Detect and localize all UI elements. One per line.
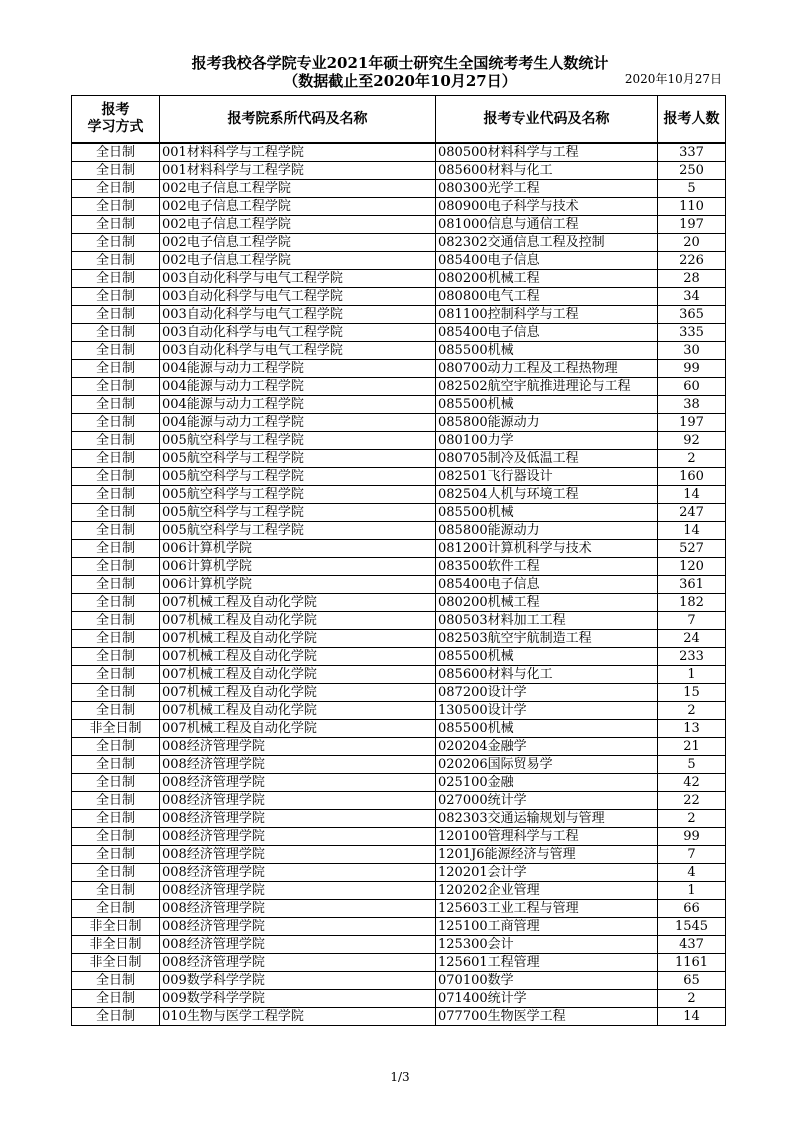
table-row bbox=[72, 306, 726, 324]
cell-department: 004能源与动力工程学院 bbox=[160, 396, 436, 414]
cell-study-mode: 全日制 bbox=[72, 684, 160, 702]
cell-applicant-count: 14 bbox=[658, 1008, 726, 1026]
cell-study-mode: 全日制 bbox=[72, 864, 160, 882]
cell-applicant-count: 1 bbox=[658, 882, 726, 900]
cell-study-mode: 全日制 bbox=[72, 288, 160, 306]
table-row bbox=[72, 828, 726, 846]
cell-major: 081200计算机科学与技术 bbox=[436, 540, 658, 558]
cell-applicant-count: 365 bbox=[658, 306, 726, 324]
cell-major: 082504人机与环境工程 bbox=[436, 486, 658, 504]
table-row bbox=[72, 360, 726, 378]
table-row bbox=[72, 432, 726, 450]
cell-department: 007机械工程及自动化学院 bbox=[160, 594, 436, 612]
cell-applicant-count: 92 bbox=[658, 432, 726, 450]
cell-applicant-count: 5 bbox=[658, 756, 726, 774]
cell-applicant-count: 4 bbox=[658, 864, 726, 882]
cell-major: 080800电气工程 bbox=[436, 288, 658, 306]
cell-study-mode: 全日制 bbox=[72, 143, 160, 162]
table-row bbox=[72, 540, 726, 558]
cell-applicant-count: 14 bbox=[658, 486, 726, 504]
cell-major: 085800能源动力 bbox=[436, 414, 658, 432]
cell-major: 125601工程管理 bbox=[436, 954, 658, 972]
table-row bbox=[72, 846, 726, 864]
cell-applicant-count: 65 bbox=[658, 972, 726, 990]
header-applicant-count: 报考人数 bbox=[658, 96, 726, 144]
table-row bbox=[72, 990, 726, 1008]
cell-major: 080900电子科学与技术 bbox=[436, 198, 658, 216]
table-row bbox=[72, 810, 726, 828]
cell-applicant-count: 110 bbox=[658, 198, 726, 216]
cell-department: 008经济管理学院 bbox=[160, 810, 436, 828]
cell-major: 081100控制科学与工程 bbox=[436, 306, 658, 324]
cell-applicant-count: 15 bbox=[658, 684, 726, 702]
table-row bbox=[72, 180, 726, 198]
cell-department: 008经济管理学院 bbox=[160, 954, 436, 972]
cell-study-mode: 非全日制 bbox=[72, 918, 160, 936]
cell-applicant-count: 160 bbox=[658, 468, 726, 486]
cell-major: 087200设计学 bbox=[436, 684, 658, 702]
cell-applicant-count: 437 bbox=[658, 936, 726, 954]
cell-major: 020204金融学 bbox=[436, 738, 658, 756]
table-row bbox=[72, 522, 726, 540]
table-row bbox=[72, 576, 726, 594]
table-row bbox=[72, 1008, 726, 1026]
cell-department: 002电子信息工程学院 bbox=[160, 198, 436, 216]
table-row bbox=[72, 882, 726, 900]
cell-department: 004能源与动力工程学院 bbox=[160, 360, 436, 378]
header-major: 报考专业代码及名称 bbox=[436, 96, 658, 144]
cell-study-mode: 全日制 bbox=[72, 234, 160, 252]
cell-major: 080200机械工程 bbox=[436, 594, 658, 612]
cell-department: 005航空科学与工程学院 bbox=[160, 432, 436, 450]
cell-department: 003自动化科学与电气工程学院 bbox=[160, 270, 436, 288]
cell-major: 120201会计学 bbox=[436, 864, 658, 882]
cell-study-mode: 全日制 bbox=[72, 666, 160, 684]
cell-major: 082303交通运输规划与管理 bbox=[436, 810, 658, 828]
cell-applicant-count: 13 bbox=[658, 720, 726, 738]
cell-major: 085400电子信息 bbox=[436, 252, 658, 270]
cell-major: 082501飞行器设计 bbox=[436, 468, 658, 486]
cell-study-mode: 全日制 bbox=[72, 846, 160, 864]
cell-major: 080500材料科学与工程 bbox=[436, 143, 658, 162]
table-row bbox=[72, 774, 726, 792]
cell-major: 082502航空宇航推进理论与工程 bbox=[436, 378, 658, 396]
cell-study-mode: 全日制 bbox=[72, 504, 160, 522]
cell-applicant-count: 30 bbox=[658, 342, 726, 360]
cell-department: 007机械工程及自动化学院 bbox=[160, 612, 436, 630]
cell-applicant-count: 197 bbox=[658, 414, 726, 432]
table-row bbox=[72, 378, 726, 396]
cell-department: 007机械工程及自动化学院 bbox=[160, 684, 436, 702]
cell-study-mode: 全日制 bbox=[72, 342, 160, 360]
cell-study-mode: 全日制 bbox=[72, 306, 160, 324]
cell-study-mode: 全日制 bbox=[72, 738, 160, 756]
cell-applicant-count: 7 bbox=[658, 846, 726, 864]
cell-study-mode: 全日制 bbox=[72, 414, 160, 432]
cell-study-mode: 全日制 bbox=[72, 468, 160, 486]
cell-applicant-count: 5 bbox=[658, 180, 726, 198]
cell-major: 080503材料加工工程 bbox=[436, 612, 658, 630]
cell-applicant-count: 120 bbox=[658, 558, 726, 576]
cell-applicant-count: 42 bbox=[658, 774, 726, 792]
table-body bbox=[72, 143, 726, 1026]
table-row bbox=[72, 504, 726, 522]
cell-applicant-count: 28 bbox=[658, 270, 726, 288]
cell-study-mode: 全日制 bbox=[72, 756, 160, 774]
cell-applicant-count: 99 bbox=[658, 828, 726, 846]
cell-major: 020206国际贸易学 bbox=[436, 756, 658, 774]
cell-department: 007机械工程及自动化学院 bbox=[160, 702, 436, 720]
cell-department: 008经济管理学院 bbox=[160, 864, 436, 882]
cell-applicant-count: 34 bbox=[658, 288, 726, 306]
cell-applicant-count: 66 bbox=[658, 900, 726, 918]
cell-major: 085600材料与化工 bbox=[436, 162, 658, 180]
cell-study-mode: 全日制 bbox=[72, 162, 160, 180]
cell-major: 085800能源动力 bbox=[436, 522, 658, 540]
cell-major: 085400电子信息 bbox=[436, 576, 658, 594]
table-row bbox=[72, 684, 726, 702]
cell-department: 008经济管理学院 bbox=[160, 828, 436, 846]
cell-major: 120202企业管理 bbox=[436, 882, 658, 900]
cell-study-mode: 全日制 bbox=[72, 612, 160, 630]
table-row bbox=[72, 702, 726, 720]
table-row bbox=[72, 936, 726, 954]
table-row bbox=[72, 450, 726, 468]
cell-department: 001材料科学与工程学院 bbox=[160, 162, 436, 180]
cell-study-mode: 非全日制 bbox=[72, 936, 160, 954]
table-row bbox=[72, 900, 726, 918]
page-number: 1/3 bbox=[390, 1070, 410, 1084]
cell-major: 080300光学工程 bbox=[436, 180, 658, 198]
cell-major: 085500机械 bbox=[436, 342, 658, 360]
cell-department: 001材料科学与工程学院 bbox=[160, 143, 436, 162]
cell-applicant-count: 250 bbox=[658, 162, 726, 180]
cell-applicant-count: 1161 bbox=[658, 954, 726, 972]
cell-study-mode: 全日制 bbox=[72, 486, 160, 504]
cell-department: 002电子信息工程学院 bbox=[160, 216, 436, 234]
cell-study-mode: 全日制 bbox=[72, 540, 160, 558]
cell-study-mode: 全日制 bbox=[72, 252, 160, 270]
cell-department: 002电子信息工程学院 bbox=[160, 180, 436, 198]
cell-department: 008经济管理学院 bbox=[160, 918, 436, 936]
cell-major: 125100工商管理 bbox=[436, 918, 658, 936]
cell-department: 007机械工程及自动化学院 bbox=[160, 630, 436, 648]
cell-major: 071400统计学 bbox=[436, 990, 658, 1008]
cell-major: 025100金融 bbox=[436, 774, 658, 792]
cell-department: 008经济管理学院 bbox=[160, 882, 436, 900]
cell-applicant-count: 2 bbox=[658, 450, 726, 468]
cell-major: 080700动力工程及工程热物理 bbox=[436, 360, 658, 378]
cell-department: 006计算机学院 bbox=[160, 558, 436, 576]
header-study-mode-line2: 学习方式 bbox=[87, 119, 144, 135]
cell-study-mode: 全日制 bbox=[72, 648, 160, 666]
table-row bbox=[72, 270, 726, 288]
cell-department: 002电子信息工程学院 bbox=[160, 252, 436, 270]
cell-major: 082503航空宇航制造工程 bbox=[436, 630, 658, 648]
cell-major: 085500机械 bbox=[436, 504, 658, 522]
cell-applicant-count: 60 bbox=[658, 378, 726, 396]
cell-study-mode: 全日制 bbox=[72, 702, 160, 720]
cell-study-mode: 全日制 bbox=[72, 180, 160, 198]
cell-major: 081000信息与通信工程 bbox=[436, 216, 658, 234]
document-title: 报考我校各学院专业2021年硕士研究生全国统考考生人数统计 bbox=[191, 54, 609, 72]
cell-study-mode: 全日制 bbox=[72, 990, 160, 1008]
cell-study-mode: 全日制 bbox=[72, 630, 160, 648]
cell-major: 080200机械工程 bbox=[436, 270, 658, 288]
cell-study-mode: 全日制 bbox=[72, 828, 160, 846]
cell-department: 006计算机学院 bbox=[160, 576, 436, 594]
cell-department: 003自动化科学与电气工程学院 bbox=[160, 342, 436, 360]
cell-department: 006计算机学院 bbox=[160, 540, 436, 558]
cell-department: 004能源与动力工程学院 bbox=[160, 414, 436, 432]
cell-study-mode: 全日制 bbox=[72, 450, 160, 468]
cell-department: 008经济管理学院 bbox=[160, 936, 436, 954]
cell-major: 077700生物医学工程 bbox=[436, 1008, 658, 1026]
cell-applicant-count: 337 bbox=[658, 143, 726, 162]
cell-study-mode: 全日制 bbox=[72, 792, 160, 810]
cell-department: 009数学科学学院 bbox=[160, 990, 436, 1008]
table-row bbox=[72, 468, 726, 486]
cell-major: 085600材料与化工 bbox=[436, 666, 658, 684]
cell-study-mode: 全日制 bbox=[72, 900, 160, 918]
cell-applicant-count: 527 bbox=[658, 540, 726, 558]
cell-department: 005航空科学与工程学院 bbox=[160, 468, 436, 486]
cell-study-mode: 全日制 bbox=[72, 522, 160, 540]
table-row bbox=[72, 612, 726, 630]
cell-applicant-count: 20 bbox=[658, 234, 726, 252]
cell-major: 130500设计学 bbox=[436, 702, 658, 720]
cell-study-mode: 非全日制 bbox=[72, 954, 160, 972]
table-header-row bbox=[72, 96, 726, 144]
cell-study-mode: 全日制 bbox=[72, 1008, 160, 1026]
document-date: 2020年10月27日 bbox=[624, 72, 722, 86]
cell-applicant-count: 361 bbox=[658, 576, 726, 594]
cell-study-mode: 全日制 bbox=[72, 774, 160, 792]
cell-major: 080100力学 bbox=[436, 432, 658, 450]
cell-department: 010生物与医学工程学院 bbox=[160, 1008, 436, 1026]
cell-department: 003自动化科学与电气工程学院 bbox=[160, 288, 436, 306]
cell-major: 1201J6能源经济与管理 bbox=[436, 846, 658, 864]
cell-applicant-count: 247 bbox=[658, 504, 726, 522]
cell-department: 008经济管理学院 bbox=[160, 792, 436, 810]
cell-department: 008经济管理学院 bbox=[160, 738, 436, 756]
header-department: 报考院系所代码及名称 bbox=[160, 96, 436, 144]
cell-study-mode: 全日制 bbox=[72, 882, 160, 900]
table-row bbox=[72, 630, 726, 648]
cell-applicant-count: 226 bbox=[658, 252, 726, 270]
cell-applicant-count: 233 bbox=[658, 648, 726, 666]
cell-applicant-count: 14 bbox=[658, 522, 726, 540]
table-row bbox=[72, 414, 726, 432]
table-row bbox=[72, 738, 726, 756]
cell-applicant-count: 21 bbox=[658, 738, 726, 756]
table-row bbox=[72, 198, 726, 216]
cell-study-mode: 全日制 bbox=[72, 594, 160, 612]
cell-study-mode: 全日制 bbox=[72, 432, 160, 450]
table-row bbox=[72, 864, 726, 882]
table-row bbox=[72, 486, 726, 504]
cell-department: 008经济管理学院 bbox=[160, 900, 436, 918]
cell-department: 005航空科学与工程学院 bbox=[160, 522, 436, 540]
cell-applicant-count: 24 bbox=[658, 630, 726, 648]
table-row bbox=[72, 972, 726, 990]
cell-applicant-count: 2 bbox=[658, 990, 726, 1008]
table-row bbox=[72, 143, 726, 162]
cell-major: 085400电子信息 bbox=[436, 324, 658, 342]
cell-department: 005航空科学与工程学院 bbox=[160, 504, 436, 522]
cell-study-mode: 全日制 bbox=[72, 810, 160, 828]
cell-major: 125300会计 bbox=[436, 936, 658, 954]
cell-department: 007机械工程及自动化学院 bbox=[160, 666, 436, 684]
table-row bbox=[72, 918, 726, 936]
table-row bbox=[72, 252, 726, 270]
cell-study-mode: 全日制 bbox=[72, 360, 160, 378]
cell-major: 082302交通信息工程及控制 bbox=[436, 234, 658, 252]
table-row bbox=[72, 594, 726, 612]
cell-applicant-count: 1 bbox=[658, 666, 726, 684]
table-row bbox=[72, 648, 726, 666]
cell-department: 008经济管理学院 bbox=[160, 774, 436, 792]
cell-department: 003自动化科学与电气工程学院 bbox=[160, 306, 436, 324]
cell-major: 085500机械 bbox=[436, 720, 658, 738]
cell-applicant-count: 7 bbox=[658, 612, 726, 630]
cell-applicant-count: 2 bbox=[658, 702, 726, 720]
cell-major: 080705制冷及低温工程 bbox=[436, 450, 658, 468]
cell-department: 003自动化科学与电气工程学院 bbox=[160, 324, 436, 342]
cell-major: 085500机械 bbox=[436, 648, 658, 666]
cell-department: 004能源与动力工程学院 bbox=[160, 378, 436, 396]
cell-applicant-count: 99 bbox=[658, 360, 726, 378]
table-row bbox=[72, 396, 726, 414]
cell-study-mode: 全日制 bbox=[72, 378, 160, 396]
cell-applicant-count: 2 bbox=[658, 810, 726, 828]
table-row bbox=[72, 666, 726, 684]
table-row bbox=[72, 756, 726, 774]
cell-department: 007机械工程及自动化学院 bbox=[160, 648, 436, 666]
cell-applicant-count: 1545 bbox=[658, 918, 726, 936]
cell-major: 120100管理科学与工程 bbox=[436, 828, 658, 846]
cell-major: 027000统计学 bbox=[436, 792, 658, 810]
table-row bbox=[72, 162, 726, 180]
cell-study-mode: 全日制 bbox=[72, 576, 160, 594]
cell-study-mode: 全日制 bbox=[72, 324, 160, 342]
cell-department: 008经济管理学院 bbox=[160, 756, 436, 774]
cell-department: 005航空科学与工程学院 bbox=[160, 486, 436, 504]
cell-applicant-count: 182 bbox=[658, 594, 726, 612]
cell-applicant-count: 335 bbox=[658, 324, 726, 342]
cell-study-mode: 全日制 bbox=[72, 558, 160, 576]
cell-study-mode: 全日制 bbox=[72, 198, 160, 216]
cell-study-mode: 全日制 bbox=[72, 270, 160, 288]
cell-department: 002电子信息工程学院 bbox=[160, 234, 436, 252]
cell-study-mode: 全日制 bbox=[72, 216, 160, 234]
table-row bbox=[72, 324, 726, 342]
cell-department: 009数学科学学院 bbox=[160, 972, 436, 990]
cell-study-mode: 全日制 bbox=[72, 396, 160, 414]
statistics-table bbox=[71, 95, 726, 1026]
table-row bbox=[72, 216, 726, 234]
document-subtitle: （数据截止至2020年10月27日） bbox=[283, 72, 517, 90]
cell-applicant-count: 38 bbox=[658, 396, 726, 414]
table-row bbox=[72, 720, 726, 738]
table-row bbox=[72, 342, 726, 360]
cell-major: 083500软件工程 bbox=[436, 558, 658, 576]
cell-department: 008经济管理学院 bbox=[160, 846, 436, 864]
cell-study-mode: 非全日制 bbox=[72, 720, 160, 738]
table-row bbox=[72, 288, 726, 306]
cell-department: 007机械工程及自动化学院 bbox=[160, 720, 436, 738]
cell-applicant-count: 22 bbox=[658, 792, 726, 810]
table-row bbox=[72, 792, 726, 810]
table-row bbox=[72, 954, 726, 972]
cell-applicant-count: 197 bbox=[658, 216, 726, 234]
cell-study-mode: 全日制 bbox=[72, 972, 160, 990]
cell-major: 085500机械 bbox=[436, 396, 658, 414]
table-row bbox=[72, 234, 726, 252]
table-row bbox=[72, 558, 726, 576]
cell-major: 070100数学 bbox=[436, 972, 658, 990]
header-study-mode bbox=[72, 96, 160, 144]
cell-department: 005航空科学与工程学院 bbox=[160, 450, 436, 468]
header-study-mode-line1: 报考 bbox=[101, 102, 130, 118]
cell-major: 125603工业工程与管理 bbox=[436, 900, 658, 918]
